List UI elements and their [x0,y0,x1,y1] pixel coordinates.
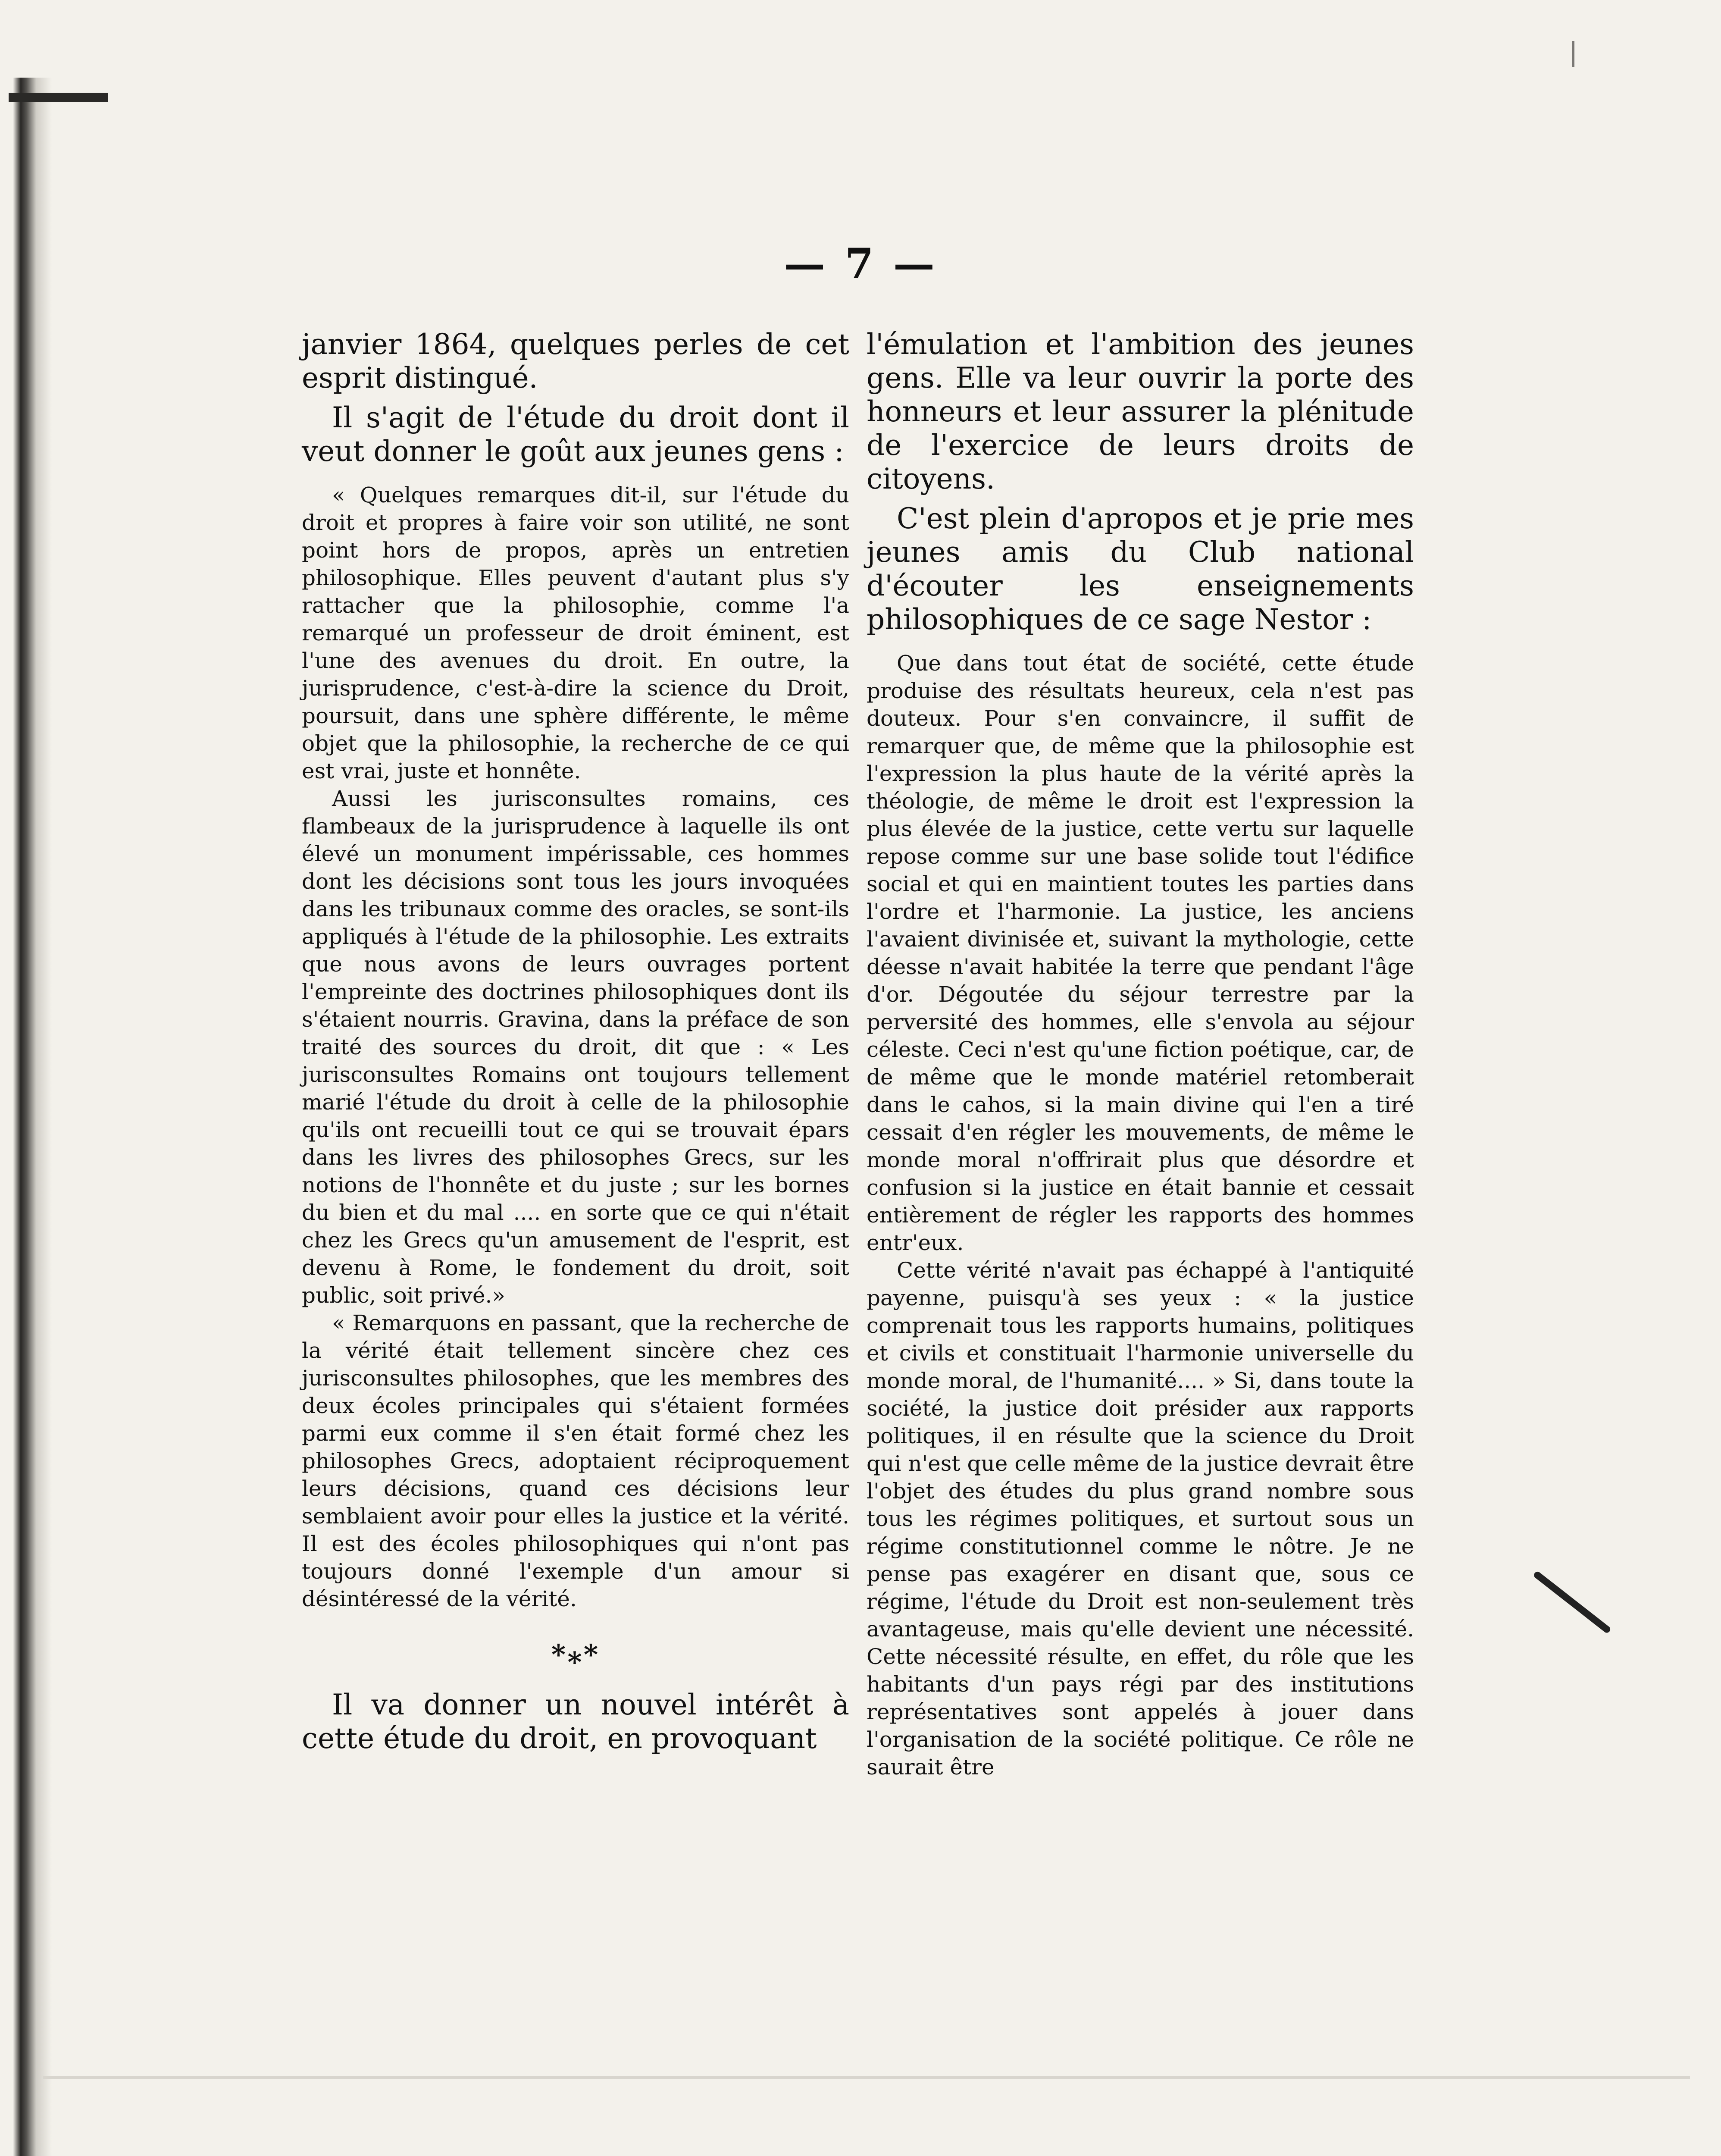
paragraph: C'est plein d'apropos et je prie mes jeunes amis du Club national d'écouter les enseignements philosophiques de ce sage Nestor : [867,502,1414,636]
right-column [867,328,1414,1781]
paragraph: Il s'agit de l'étude du droit dont il veut donner le goût aux jeunes gens : [302,401,849,468]
quoted-paragraph: Cette vérité n'avait pas échappé à l'antiquité payenne, puisqu'à ses yeux : « la justice comprenait tous les rapports humains, politiques et civils et constituait l'harmonie universelle du monde moral, de l'humanité.... » Si, dans toute la société, la justice doit présider aux rapports politiques, il en résulte que la science du Droit qui n'est que celle même de la justice devrait être l'objet des études du plus grand nombre sous tous les régimes politiques, et surtout sous un régime constitutionnel comme le nôtre. Je ne pense pas exagérer en disant que, sous ce régime, l'étude du Droit est non-seulement très avantageuse, mais qu'elle devient une nécessité. Cette nécessité résulte, en effet, du rôle que les habitants d'un pays régi par des institutions représentatives sont appelés à jouer dans l'organisation de la société politique. Ce rôle ne saurait être [867,1258,1414,1780]
scan-tick-mark [1572,41,1574,67]
quoted-paragraph: Aussi les jurisconsultes romains, ces flambeaux de la jurisprudence à laquelle ils ont élevé un monument impérissable, ces hommes dont les décisions sont tous les jours invoquées dans les tribunaux comme des oracles, se sont-ils appliqués à l'étude de la philosophie. Les extraits que nous avons de leurs ouvrages portent l'empreinte des doctrines philosophiques dont ils s'étaient nourris. Gravina, dans la préface de son traité des sources du droit, dit que : « Les jurisconsultes Romains ont toujours tellement marié l'étude du droit à celle de la philosophie qu'ils ont recueilli tout ce qui se trouvait épars dans les livres des philosophes Grecs, sur les notions de l'honnête et du juste ; sur les bornes du bien et du mal .... en sorte que ce qui n'était chez les Grecs qu'un amusement de l'esprit, est devenu à Rome, le fondement du droit, soit public, soit privé.» [302,786,849,1308]
left-column [302,328,849,1761]
paragraph: Il va donner un nouvel intérêt à cette étude du droit, en provoquant [302,1688,849,1755]
binding-edge-shadow [13,78,52,2156]
paragraph: l'émulation et l'ambition des jeunes gens. Elle va leur ouvrir la porte des honneurs et leur assurer la plénitude de l'exercice de leurs droits de citoyens. [867,328,1414,495]
paragraph: janvier 1864, quelques perles de cet esprit distingué. [302,328,849,395]
asterism-separator: *⁎* [551,1639,600,1671]
binding-clip-mark [9,93,108,102]
page-bottom-edge [43,2076,1690,2079]
quoted-paragraph: « Quelques remarques dit-il, sur l'étude du droit et propres à faire voir son utilité, ne sont point hors de propos, après un entretien philosophique. Elles peuvent d'autant plus s'y rattacher que la philosophie, comme l'a remarqué un professeur de droit éminent, est l'une des avenues du droit. En outre, la jurisprudence, c'est-à-dire la science du Droit, poursuit, dans une sphère différente, le même objet que la philosophie, la recherche de ce qui est vrai, juste et honnête. [302,483,849,783]
page-number: — 7 — [784,239,937,288]
pen-stroke-mark [1533,1570,1611,1634]
quoted-paragraph: Que dans tout état de société, cette étude produise des résultats heureux, cela n'est pas douteux. Pour s'en convaincre, il suffit de remarquer que, de même que la philosophie est l'expression la plus haute de la vérité après la théologie, de même le droit est l'expression la plus élevée de la justice, cette vertu sur laquelle repose comme sur une base solide tout l'édifice social et qui en maintient toutes les parties dans l'ordre et l'harmonie. La justice, les anciens l'avaient divinisée et, suivant la mythologie, cette déesse n'avait habitée la terre que pendant l'âge d'or. Dégoutée du séjour terrestre par la perversité des hommes, elle s'envola au séjour céleste. Ceci n'est qu'une fiction poétique, car, de de même que le monde matériel retomberait dans le cahos, si la main divine qui l'en a tiré cessait d'en régler les mouvements, de même le monde moral n'offrirait plus que désordre et confusion si la justice en était bannie et cessait entièrement de régler les rapports des hommes entr'eux. [867,651,1414,1255]
quoted-paragraph: « Remarquons en passant, que la recherche de la vérité était tellement sincère chez ces jurisconsultes philosophes, que les membres des deux écoles principales qui s'étaient formées parmi eux comme il s'en était formé chez les philosophes Grecs, adoptaient réciproquement leurs décisions, quand ces décisions leur semblaient avoir pour elles la justice et la vérité. Il est des écoles philosophiques qui n'ont pas toujours donné l'exemple d'un amour si désintéressé de la vérité. [302,1310,849,1611]
